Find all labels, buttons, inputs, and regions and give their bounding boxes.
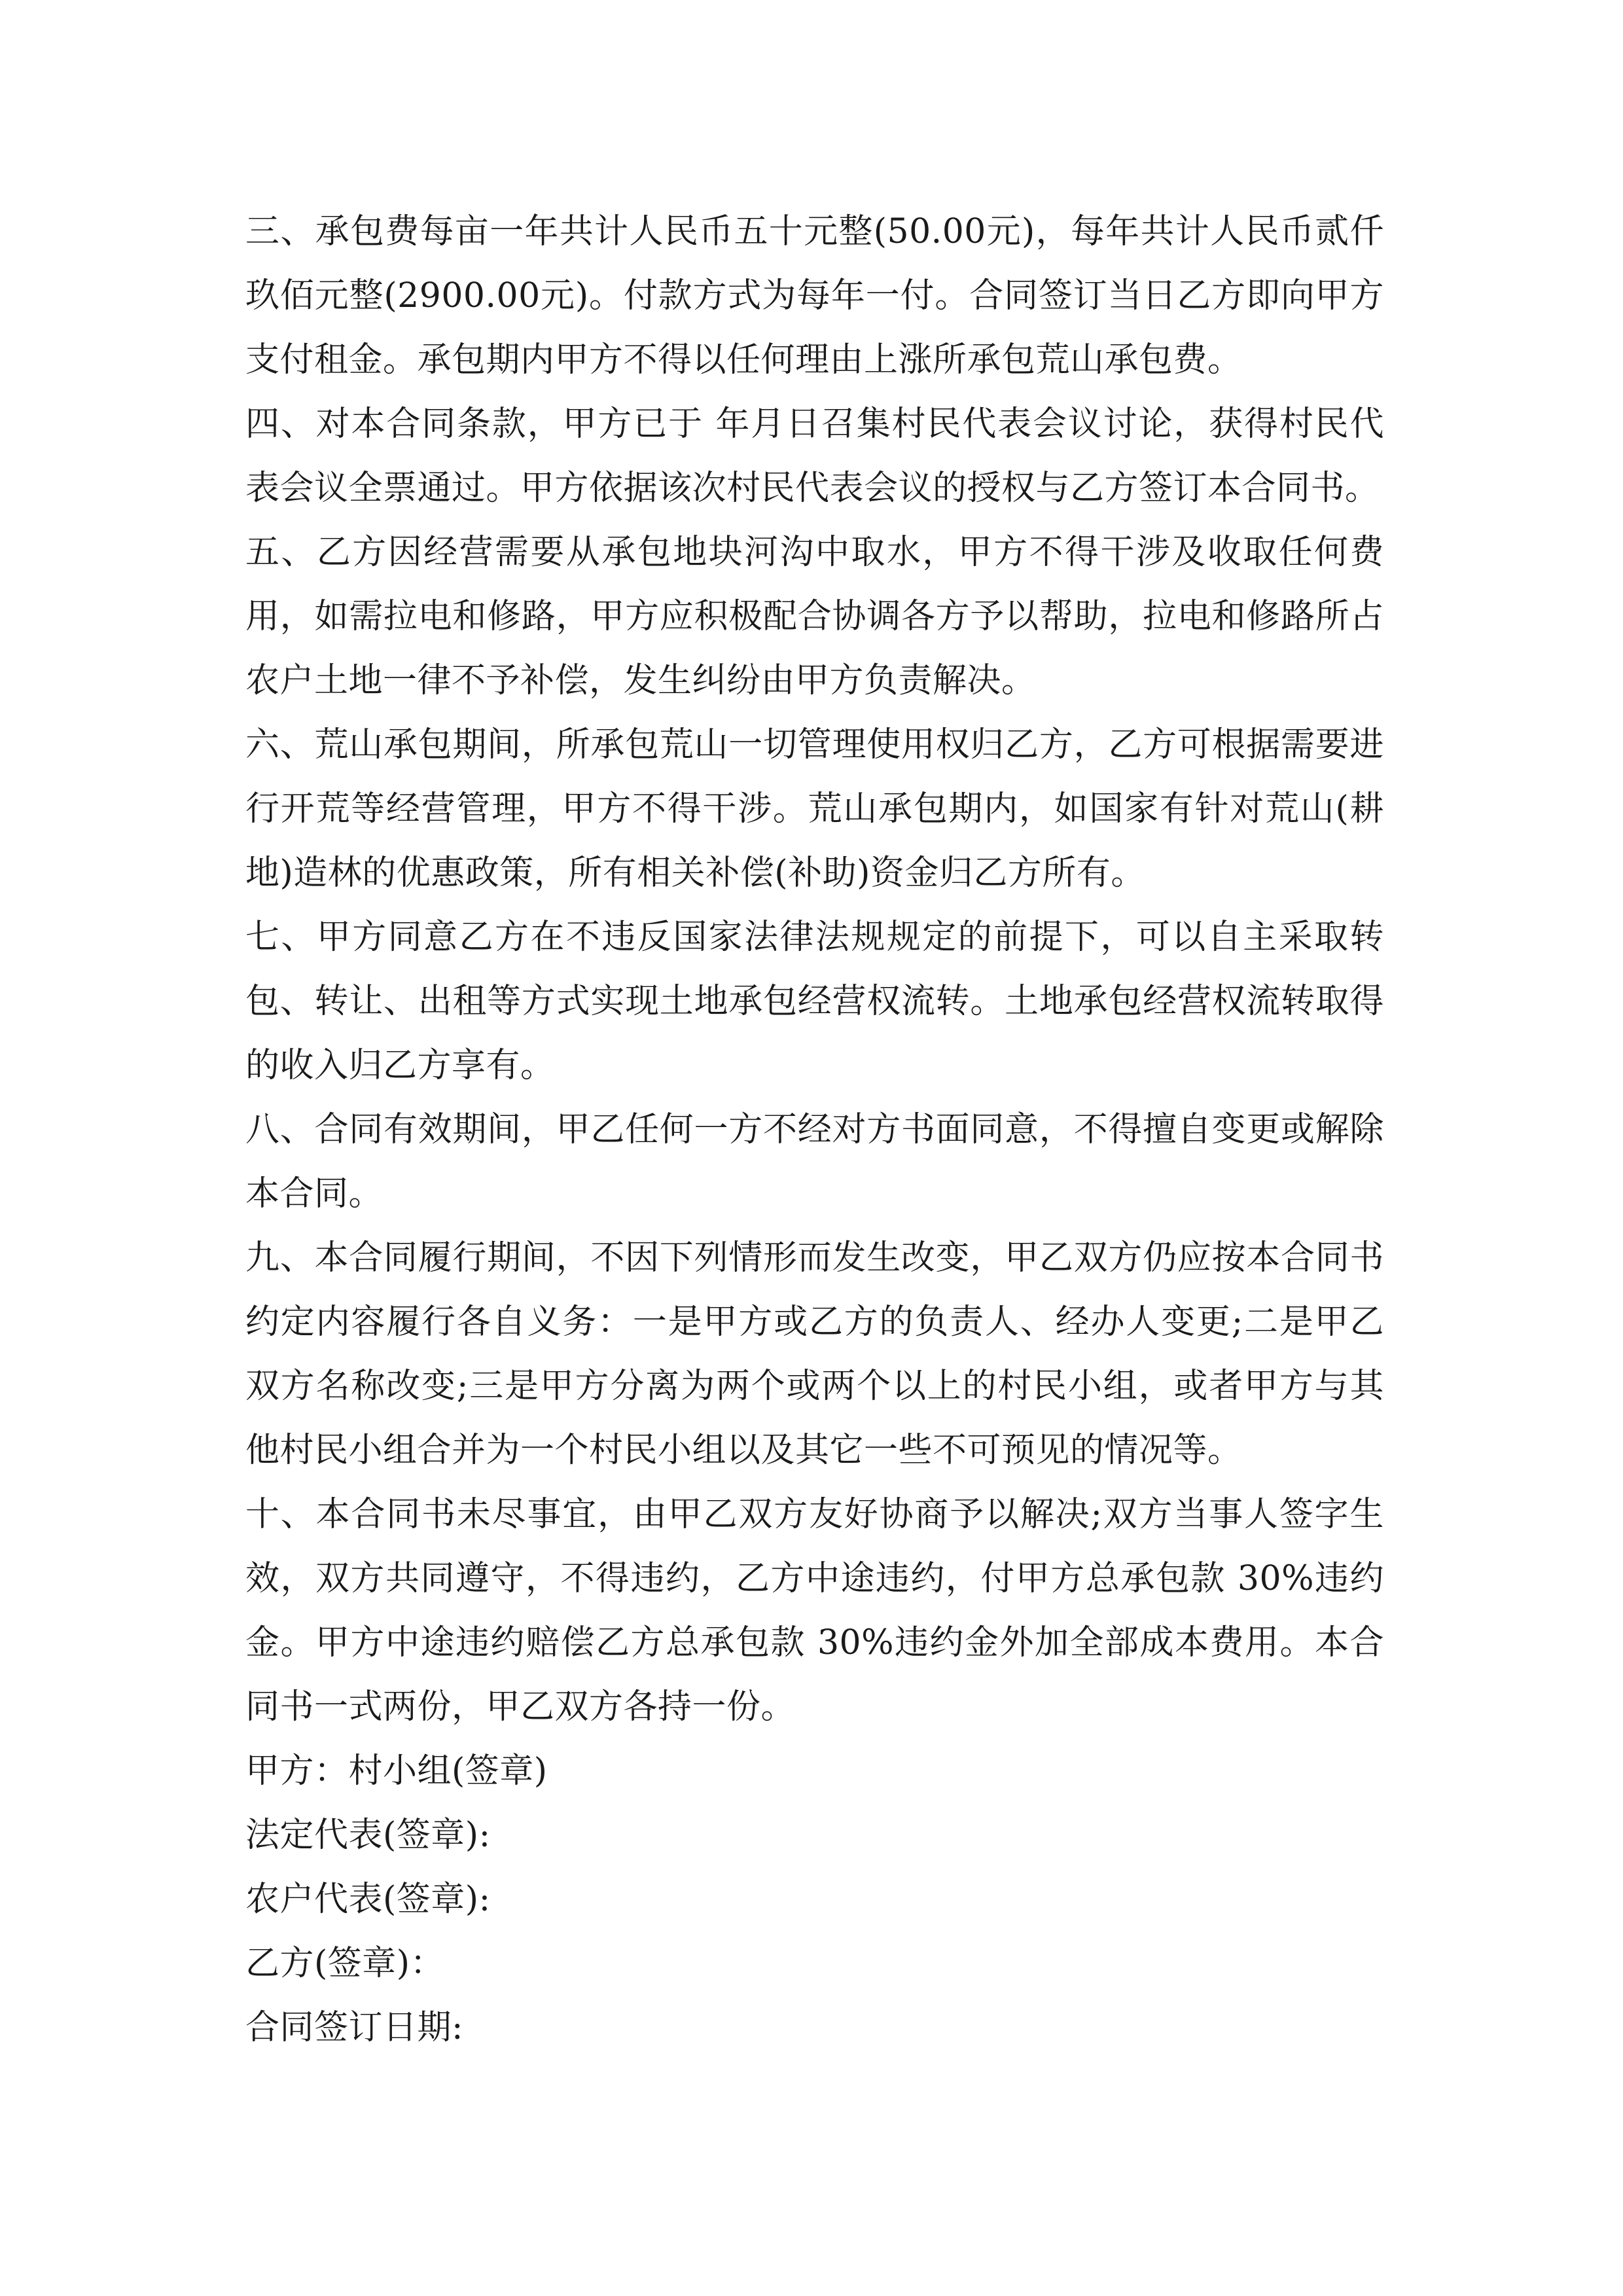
party-b-signature: 乙方(签章)： (245, 1944, 445, 1983)
contract-body (245, 200, 1384, 2060)
clause-10: 十、本合同书未尽事宜，由甲乙双方友好协商予以解决;双方当事人签字生效，双方共同遵守，不得违约，乙方中途违约，付甲方总承包款 30%违约金。甲方中途违约赔偿乙方总承包款 30%违约金外加全部成本费用。本合同书一式两份，甲乙双方各持一份。 (245, 1495, 1384, 1727)
clause-5: 五、乙方因经营需要从承包地块河沟中取水，甲方不得干涉及收取任何费用，如需拉电和修路，甲方应积极配合协调各方予以帮助，拉电和修路所占农户土地一律不予补偿，发生纠纷由甲方负责解决。 (245, 533, 1384, 700)
sign-date: 合同签订日期: (245, 2008, 464, 2047)
clause-3: 三、承包费每亩一年共计人民币五十元整(50.00元)，每年共计人民币贰仟玖佰元整(2900.00元)。付款方式为每年一付。合同签订当日乙方即向甲方支付租金。承包期内甲方不得以任何理由上涨所承包荒山承包费。 (245, 212, 1384, 380)
farmer-rep-signature: 农户代表(签章): (245, 1880, 491, 1919)
clause-4: 四、对本合同条款，甲方已于 年月日召集村民代表会议讨论，获得村民代表会议全票通过。甲方依据该次村民代表会议的授权与乙方签订本合同书。 (245, 404, 1384, 508)
party-a-signature: 甲方：村小组(签章) (245, 1751, 548, 1791)
clause-6: 六、荒山承包期间，所承包荒山一切管理使用权归乙方，乙方可根据需要进行开荒等经营管理，甲方不得干涉。荒山承包期内，如国家有针对荒山(耕地)造林的优惠政策，所有相关补偿(补助)资金归乙方所有。 (245, 725, 1384, 893)
clause-8: 八、合同有效期间，甲乙任何一方不经对方书面同意，不得擅自变更或解除本合同。 (245, 1110, 1384, 1213)
clause-7: 七、甲方同意乙方在不违反国家法律法规规定的前提下，可以自主采取转包、转让、出租等方式实现土地承包经营权流转。土地承包经营权流转取得的收入归乙方享有。 (245, 918, 1384, 1085)
legal-rep-signature: 法定代表(签章): (245, 1816, 491, 1855)
clause-9: 九、本合同履行期间，不因下列情形而发生改变，甲乙双方仍应按本合同书约定内容履行各自义务：一是甲方或乙方的负责人、经办人变更;二是甲乙双方名称改变;三是甲方分离为两个或两个以上的村民小组，或者甲方与其他村民小组合并为一个村民小组以及其它一些不可预见的情况等。 (245, 1238, 1384, 1470)
